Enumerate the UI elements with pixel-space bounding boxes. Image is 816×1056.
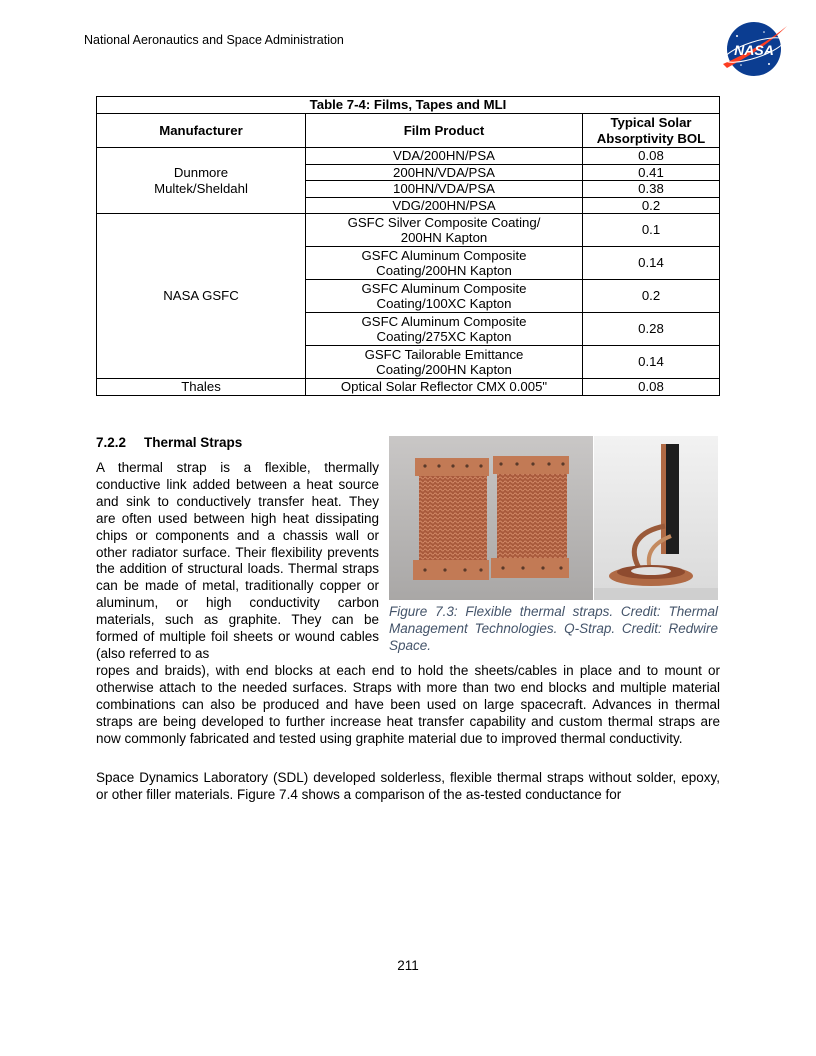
column-header-absorptivity: Typical Solar Absorptivity BOL <box>583 114 720 148</box>
manufacturer-cell: Thales <box>97 379 306 396</box>
end-block <box>493 456 569 474</box>
manufacturer-cell: NASA GSFC <box>97 214 306 379</box>
table-title: Table 7-4: Films, Tapes and MLI <box>97 97 720 114</box>
section-title: Thermal Straps <box>144 435 243 450</box>
table-row <box>97 379 720 396</box>
product-cell: VDA/200HN/PSA <box>306 148 583 165</box>
product-cell: GSFC Silver Composite Coating/ 200HN Kapton <box>306 214 583 247</box>
product-cell: GSFC Aluminum Composite Coating/275XC Kapton <box>306 313 583 346</box>
thermal-strap-paragraph-continued: ropes and braids), with end blocks at each end to hold the sheets/cables in place and to mount or otherwise attach to the needed surfaces. Straps with more than two end blocks and multiple material combinations can also be produced and have been used on large spacecraft. Advances in thermal straps are being developed to further increase heat transfer capability and custom thermal straps are now commonly fabricated and tested using graphite material due to improved thermal conductivity. <box>96 663 720 746</box>
value-cell: 0.41 <box>583 164 720 181</box>
nasa-logo <box>719 20 789 78</box>
value-cell: 0.2 <box>583 197 720 214</box>
thermal-straps-photo <box>389 436 718 600</box>
page-number: 211 <box>397 958 419 973</box>
value-cell: 0.1 <box>583 214 720 247</box>
value-cell: 0.38 <box>583 181 720 198</box>
section-number: 7.2.2 <box>96 435 127 450</box>
product-cell: GSFC Aluminum Composite Coating/200HN Kapton <box>306 247 583 280</box>
product-cell: VDG/200HN/PSA <box>306 197 583 214</box>
value-cell: 0.14 <box>583 346 720 379</box>
table-row <box>97 214 720 247</box>
films-tapes-mli-table <box>96 96 720 396</box>
product-cell: 200HN/VDA/PSA <box>306 164 583 181</box>
figure-caption: Figure 7.3: Flexible thermal straps. Credit: Thermal Management Technologies. Q-Strap. Credit: Redwire Space. <box>389 604 718 653</box>
table-row <box>97 148 720 165</box>
header-agency: National Aeronautics and Space Administration <box>84 33 344 47</box>
product-cell: GSFC Aluminum Composite Coating/100XC Kapton <box>306 280 583 313</box>
product-cell: 100HN/VDA/PSA <box>306 181 583 198</box>
value-cell: 0.2 <box>583 280 720 313</box>
column-header-manufacturer: Manufacturer <box>97 114 306 148</box>
value-cell: 0.14 <box>583 247 720 280</box>
nasa-logo-text: NASA <box>734 42 774 58</box>
value-cell: 0.08 <box>583 148 720 165</box>
section-heading <box>96 435 242 450</box>
product-cell: Optical Solar Reflector CMX 0.005" <box>306 379 583 396</box>
manufacturer-cell: Dunmore Multek/Sheldahl <box>97 148 306 214</box>
table-header-row <box>97 114 720 148</box>
product-cell: GSFC Tailorable Emittance Coating/200HN Kapton <box>306 346 583 379</box>
sdl-paragraph: Space Dynamics Laboratory (SDL) developed solderless, flexible thermal straps without solder, epoxy, or other filler materials. Figure 7.4 shows a comparison of the as-tested conductance for <box>96 770 720 802</box>
value-cell: 0.08 <box>583 379 720 396</box>
value-cell: 0.28 <box>583 313 720 346</box>
table-title-row <box>97 97 720 114</box>
column-header-film-product: Film Product <box>306 114 583 148</box>
thermal-strap-paragraph: A thermal strap is a flexible, thermally conductive link added between a heat source and sink to conductively transfer heat. They are often used between high heat dissipating chips or components and a chassis wall or other radiator surface. Their flexibility prevents the addition of structural loads. Thermal straps can be made of metal, traditionally copper or aluminum, or high conductivity carbon materials, such as graphite. They can be formed of multiple foil sheets or wound cables (also referred to as <box>96 460 379 661</box>
